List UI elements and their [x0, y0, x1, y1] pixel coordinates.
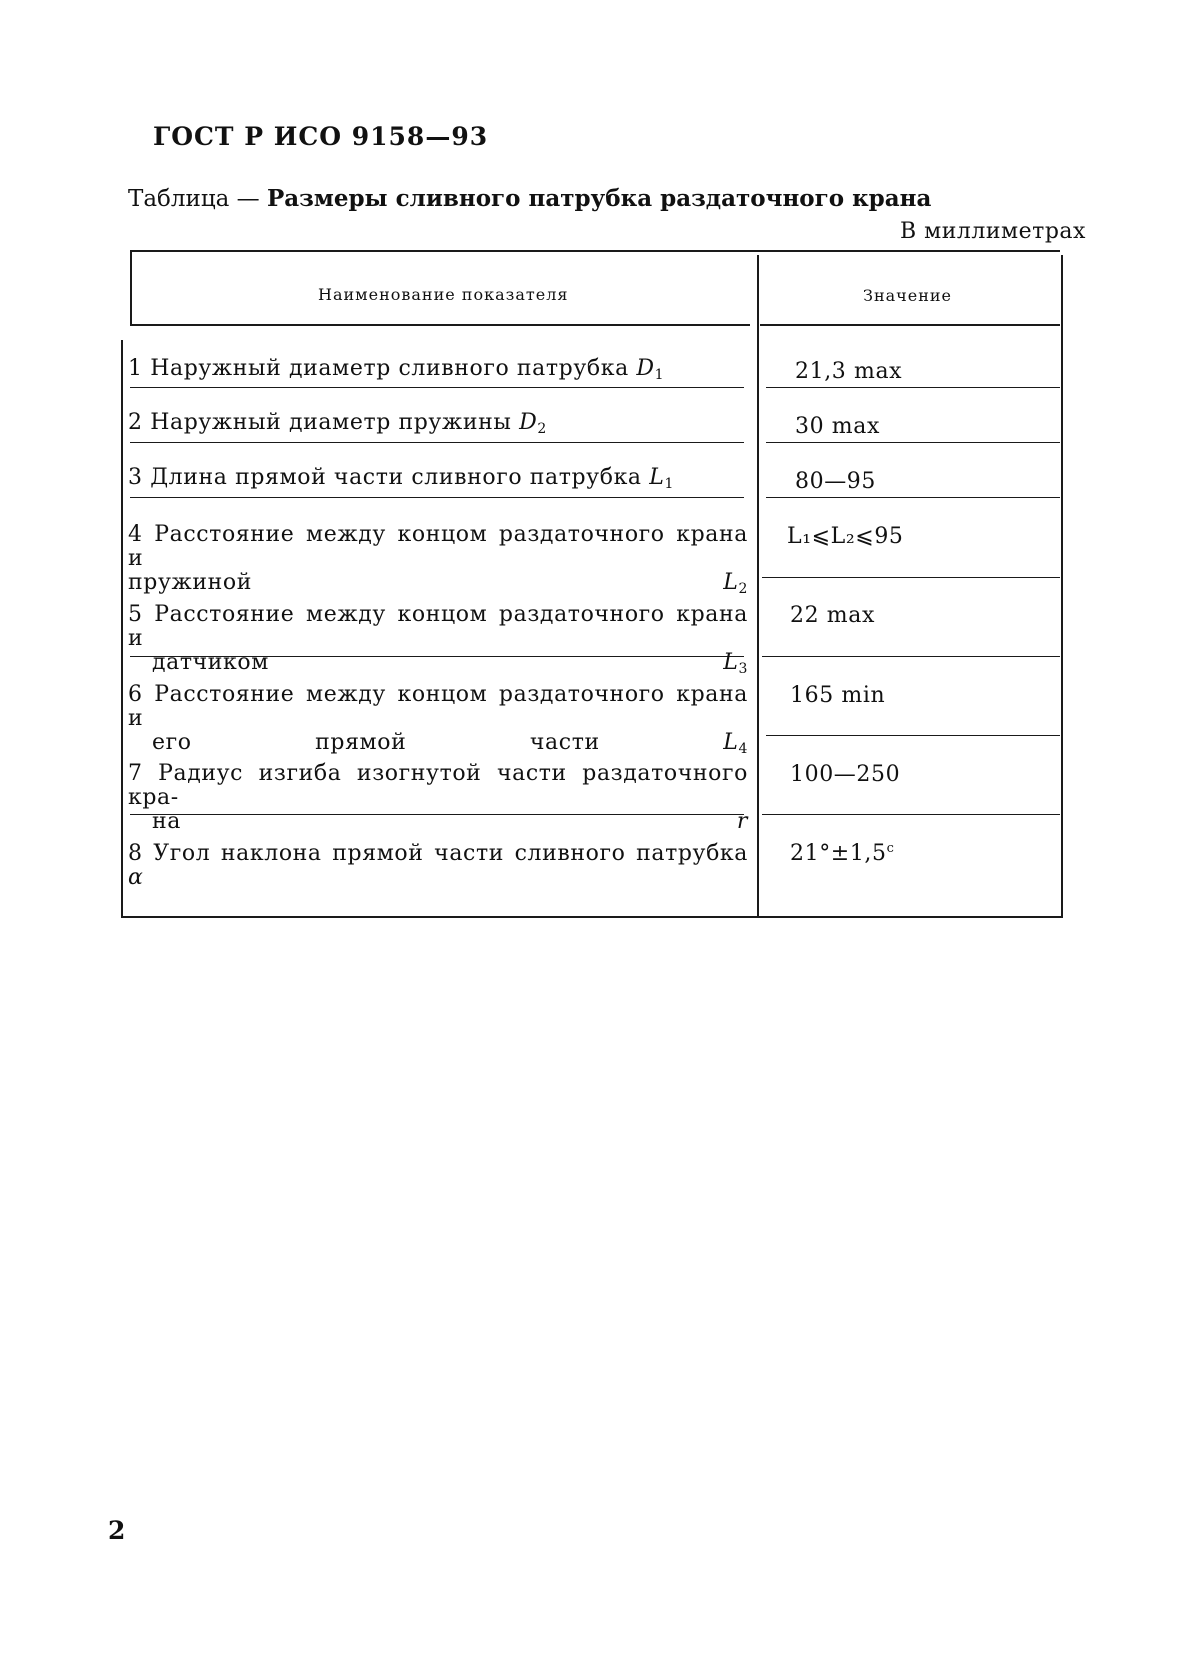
- row-text: 2 Наружный диаметр пружины: [128, 410, 520, 435]
- row-symbol: D: [519, 410, 538, 435]
- row-text: 6 Расстояние между концом раздаточного крана и: [128, 682, 748, 731]
- row-text: 4 Расстояние между концом раздаточного крана и: [128, 522, 748, 571]
- row-symbol: r: [736, 809, 748, 834]
- row-text-continuation: пружиной $L_2$: [128, 570, 748, 597]
- row-symbol-sub: 1: [654, 367, 665, 383]
- column-header-value: Значение: [863, 286, 953, 305]
- row-value-sup: c: [886, 841, 895, 856]
- column-header-name: Наименование показателя: [318, 285, 569, 304]
- table-row-name: [128, 411, 748, 435]
- document-code: ГОСТ Р ИСО 9158—93: [153, 122, 489, 151]
- table-row-name: [128, 357, 728, 381]
- table-row-value: 80—95: [795, 469, 876, 494]
- table-row-name: [128, 842, 748, 890]
- table-caption: [128, 185, 931, 212]
- row-text-continuation: на r: [152, 809, 748, 834]
- units-note: В миллиметрах: [900, 219, 1086, 244]
- row-symbol: L: [723, 570, 739, 595]
- row-symbol-sub: 4: [738, 741, 748, 757]
- row-text: 8 Угол наклона прямой части сливного патрубка: [128, 841, 748, 866]
- row-symbol-sub: 1: [664, 476, 674, 492]
- table-row-value: 100—250: [790, 762, 901, 787]
- table-row-name: [128, 466, 748, 490]
- table-row-value: L₁⩽L₂⩽95: [787, 524, 904, 549]
- row-text: 3 Длина прямой части сливного патрубка: [128, 465, 650, 490]
- row-symbol: L: [723, 650, 739, 675]
- row-text-continuation: его прямой части $L_4$: [152, 730, 748, 757]
- row-symbol: α: [128, 865, 144, 890]
- row-value-text: 21°±1,5: [790, 841, 887, 866]
- row-text-continuation: датчиком $L_3$: [152, 650, 748, 677]
- caption-prefix: Таблица —: [128, 186, 267, 212]
- table-row-name: [128, 683, 748, 755]
- table-row-value: 165 min: [790, 683, 886, 708]
- caption-title: Размеры сливного патрубка раздаточного крана: [266, 185, 932, 212]
- row-text: 7 Радиус изгиба изогнутой части раздаточного кра-: [128, 761, 748, 810]
- table-row-value: 22 max: [790, 603, 875, 628]
- row-text: 5 Расстояние между концом раздаточного крана и: [128, 602, 748, 651]
- row-symbol-sub: 2: [738, 581, 748, 597]
- table-row-name: [128, 523, 748, 595]
- row-symbol: D: [636, 356, 655, 381]
- table-row-name: [128, 762, 748, 834]
- table-row-value: 21,3 max: [795, 359, 903, 384]
- row-symbol: L: [723, 730, 739, 755]
- table-row-name: [128, 603, 748, 675]
- row-symbol-sub: 2: [537, 421, 547, 437]
- row-text: 1 Наружный диаметр сливного патрубка: [128, 356, 637, 381]
- row-symbol-sub: 3: [738, 661, 748, 677]
- page-number: 2: [108, 1516, 126, 1545]
- table-row-value: [790, 842, 895, 866]
- table-row-value: 30 max: [795, 414, 880, 439]
- row-symbol: L: [649, 465, 665, 490]
